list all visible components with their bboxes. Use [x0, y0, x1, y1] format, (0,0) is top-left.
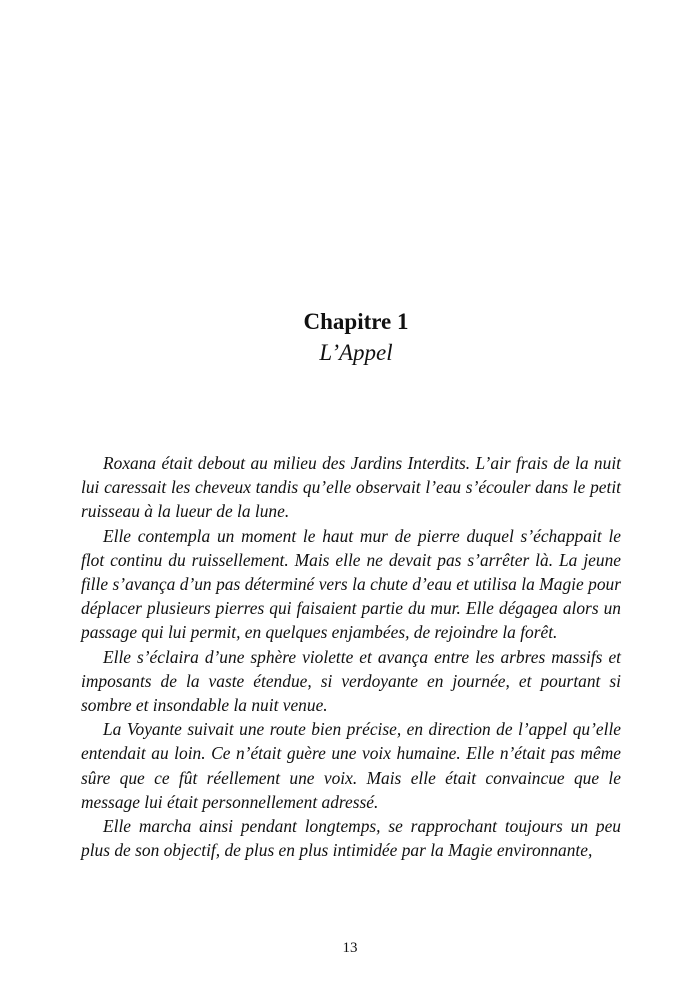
paragraph: Roxana était debout au milieu des Jardins Interdits. L’air frais de la nuit lui caressait les cheveux tandis qu’elle observait l’eau s’écouler dans le petit ruisseau à la lueur de la lune.	[81, 453, 621, 522]
chapter-heading	[0, 306, 700, 368]
chapter-title: L’Appel	[319, 340, 393, 365]
body-text	[81, 451, 621, 862]
chapter-number: Chapitre 1	[303, 309, 409, 334]
paragraph: Elle contempla un moment le haut mur de pierre duquel s’échappait le flot continu du ruissellement. Mais elle ne devait pas s’arrêter là. La jeune fille s’avança d’un pas déterminé vers la chute d’eau et utilisa la Magie pour déplacer plusieurs pierres qui faisaient partie du mur. Elle dégagea alors un passage qui lui permit, en quelques enjambées, de rejoindre la forêt.	[81, 525, 621, 643]
paragraph: Elle marcha ainsi pendant longtemps, se rapprochant toujours un peu plus de son objectif, de plus en plus intimidée par la Magie environnante,	[81, 816, 621, 861]
paragraph: Elle s’éclaira d’une sphère violette et avança entre les arbres massifs et imposants de la vaste étendue, si verdoyante en journée, et pourtant si sombre et insondable la nuit venue.	[81, 646, 621, 716]
page-number: 13	[342, 940, 358, 956]
paragraph: La Voyante suivait une route bien précise, en direction de l’appel qu’elle entendait au loin. Ce n’était guère une voix humaine. Elle n’était pas même sûre que ce fût réellement une voix. Mais elle était convaincue que le message lui était personnellement adressé.	[81, 719, 621, 812]
